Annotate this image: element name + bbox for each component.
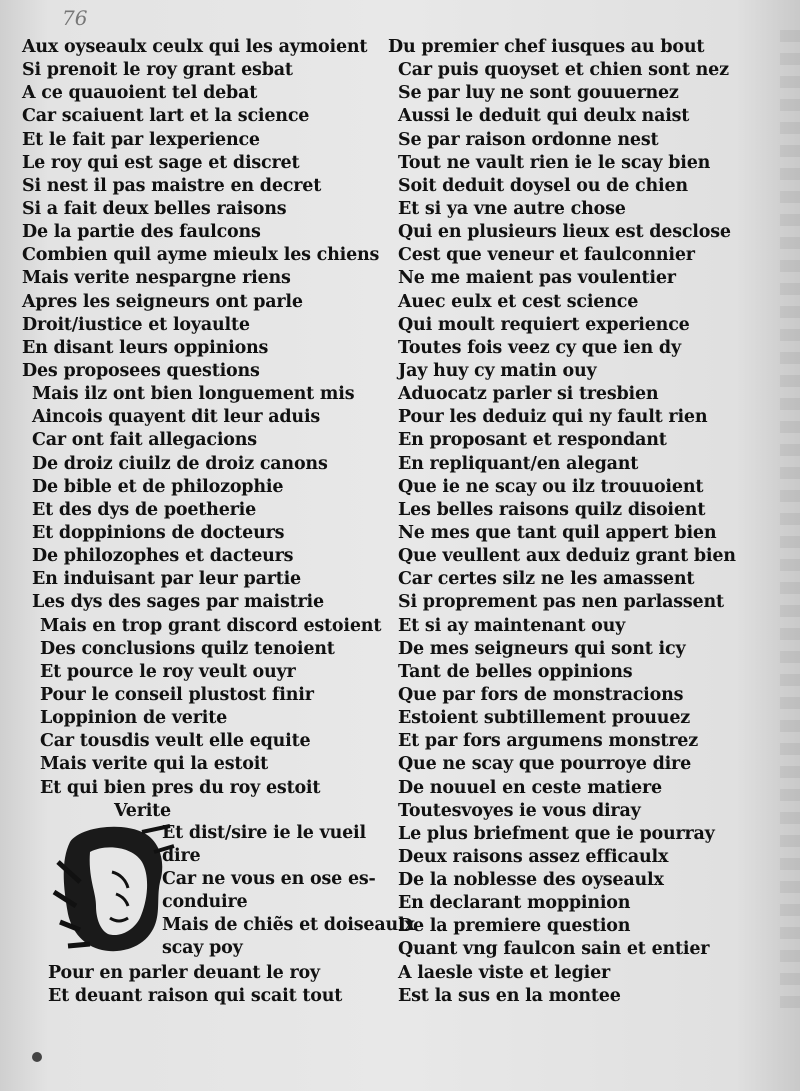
verse-line: Combien quil ayme mieulx les chiens bbox=[22, 245, 380, 266]
verse-line: Toutesvoyes ie vous diray bbox=[398, 800, 641, 821]
verse-line: Et des dys de poetherie bbox=[32, 499, 257, 520]
verite-portrait-woodcut-icon bbox=[50, 822, 178, 962]
verse-line: Pour les deduiz qui ny fault rien bbox=[398, 407, 708, 428]
verse-line: Et dist/sire ie le vueil bbox=[162, 822, 366, 843]
verse-line: De droiz ciuilz de droiz canons bbox=[32, 453, 328, 474]
verse-line: Aduocatz parler si tresbien bbox=[398, 384, 659, 405]
verse-line: Loppinion de verite bbox=[40, 708, 228, 729]
verse-line: Si a fait deux belles raisons bbox=[22, 198, 287, 219]
verse-line: Si prenoit le roy grant esbat bbox=[22, 60, 293, 81]
verse-line: En proposant et respondant bbox=[398, 430, 667, 451]
left-verse-list bbox=[22, 36, 382, 800]
verse-line: Le plus briefment que ie pourray bbox=[398, 823, 715, 844]
verse-line: Aussi le deduit qui deulx naist bbox=[398, 106, 690, 127]
verse-line: Jay huy cy matin ouy bbox=[398, 360, 597, 381]
verse-line: Les dys des sages par maistrie bbox=[32, 592, 324, 613]
verse-line: Deux raisons assez efficaulx bbox=[398, 846, 669, 867]
verse-line: Car tousdis veult elle equite bbox=[40, 731, 311, 752]
verse-line: Car ne vous en ose es- bbox=[162, 868, 376, 889]
verse-line: Car scaiuent lart et la science bbox=[22, 106, 310, 127]
verse-line: Se par raison ordonne nest bbox=[398, 129, 659, 150]
verse-line: Mais de chiẽs et doiseaulx bbox=[162, 915, 415, 936]
verse-line: Du premier chef iusques au bout bbox=[388, 37, 705, 57]
verse-line: A ce quauoient tel debat bbox=[22, 83, 258, 104]
verse-line: A laesle viste et legier bbox=[398, 962, 611, 983]
verse-line: Car ont fait allegacions bbox=[32, 430, 257, 451]
verse-line: Pour en parler deuant le roy bbox=[48, 962, 320, 983]
right-verse-list bbox=[388, 36, 788, 1008]
folio-number: 76 bbox=[62, 6, 88, 30]
verse-line: Aincois quayent dit leur aduis bbox=[32, 407, 321, 428]
verse-line: De bible et de philozophie bbox=[32, 476, 284, 497]
verse-line: Mais ilz ont bien longuement mis bbox=[32, 384, 355, 405]
verse-line: Est la sus en la montee bbox=[398, 985, 621, 1006]
verse-line: Car puis quoyset et chien sont nez bbox=[398, 60, 729, 81]
verse-line: Que ne scay que pourroye dire bbox=[398, 754, 692, 775]
verse-line: En declarant moppinion bbox=[398, 893, 631, 914]
verse-line: Apres les seigneurs ont parle bbox=[22, 291, 303, 312]
verse-line: Des conclusions quilz tenoient bbox=[40, 638, 335, 659]
verse-line: Se par luy ne sont gouuernez bbox=[398, 83, 679, 104]
verse-line: Et le fait par lexperience bbox=[22, 129, 260, 150]
ink-smudge bbox=[32, 1052, 42, 1062]
left-column bbox=[22, 36, 415, 1008]
verse-line: Et deuant raison qui scait tout bbox=[48, 985, 343, 1006]
verse-line: En induisant par leur partie bbox=[32, 569, 301, 590]
verse-line: En repliquant/en alegant bbox=[398, 453, 639, 474]
verse-line: Que veullent aux deduiz grant bien bbox=[398, 546, 736, 567]
verse-line: Qui en plusieurs lieux est desclose bbox=[398, 222, 731, 243]
verse-line: Tant de belles oppinions bbox=[398, 661, 633, 682]
verse-line: Tout ne vault rien ie le scay bien bbox=[398, 152, 711, 173]
verse-line: Que par fors de monstracions bbox=[398, 684, 684, 705]
verse-line: Le roy qui est sage et discret bbox=[22, 152, 300, 173]
verse-line: Si proprement pas nen parlassent bbox=[398, 592, 724, 613]
verse-line: Toutes fois veez cy que ien dy bbox=[398, 337, 681, 358]
speaker-label: Verite bbox=[114, 800, 171, 821]
verse-line: Et qui bien pres du roy estoit bbox=[40, 777, 321, 798]
illustration-verse-list bbox=[162, 822, 415, 961]
verse-line: Mais verite qui la estoit bbox=[40, 754, 269, 775]
verse-line: De la noblesse des oyseaulx bbox=[398, 870, 664, 891]
verse-line: En disant leurs oppinions bbox=[22, 337, 269, 358]
verse-line: Ne me maient pas voulentier bbox=[398, 268, 676, 289]
verse-line: conduire bbox=[162, 892, 248, 913]
verse-line: De nouuel en ceste matiere bbox=[398, 777, 662, 798]
verse-line: Auec eulx et cest science bbox=[398, 291, 639, 312]
closing-verse-list bbox=[22, 962, 382, 1008]
verse-line: Que ie ne scay ou ilz trouuoient bbox=[398, 476, 704, 497]
verse-line: Aux oyseaulx ceulx qui les aymoient bbox=[22, 37, 368, 57]
verse-line: Les belles raisons quilz disoient bbox=[398, 499, 706, 520]
verse-line: scay poy bbox=[162, 938, 243, 959]
verse-line: Car certes silz ne les amassent bbox=[398, 569, 695, 590]
verse-line: Et si ya vne autre chose bbox=[398, 198, 626, 219]
verse-line: Et par fors argumens monstrez bbox=[398, 731, 698, 752]
verse-line: Mais verite nespargne riens bbox=[22, 268, 291, 289]
verse-line: De philozophes et dacteurs bbox=[32, 546, 294, 567]
right-column bbox=[388, 36, 788, 1008]
verse-line: Droit/iustice et loyaulte bbox=[22, 314, 250, 335]
verse-line: De la premiere question bbox=[398, 916, 631, 937]
verse-line: Cest que veneur et faulconnier bbox=[398, 245, 695, 266]
verse-line: Et doppinions de docteurs bbox=[32, 522, 285, 543]
verse-line: dire bbox=[162, 845, 201, 866]
verse-line: De la partie des faulcons bbox=[22, 222, 261, 243]
verse-line: Mais en trop grant discord estoient bbox=[40, 615, 382, 636]
verse-line: Pour le conseil plustost finir bbox=[40, 684, 314, 705]
verse-line: Et si ay maintenant ouy bbox=[398, 615, 626, 636]
verse-line: Qui moult requiert experience bbox=[398, 314, 690, 335]
verse-line: Quant vng faulcon sain et entier bbox=[398, 939, 710, 960]
verse-line: Ne mes que tant quil appert bien bbox=[398, 522, 717, 543]
verse-line: Des proposees questions bbox=[22, 360, 260, 381]
verse-line: Estoient subtillement prouuez bbox=[398, 708, 690, 729]
verite-section bbox=[22, 800, 415, 962]
verse-line: Soit deduit doysel ou de chien bbox=[398, 175, 688, 196]
verse-line: Si nest il pas maistre en decret bbox=[22, 175, 322, 196]
verse-line: Et pource le roy veult ouyr bbox=[40, 661, 296, 682]
verse-line: De mes seigneurs qui sont icy bbox=[398, 638, 686, 659]
